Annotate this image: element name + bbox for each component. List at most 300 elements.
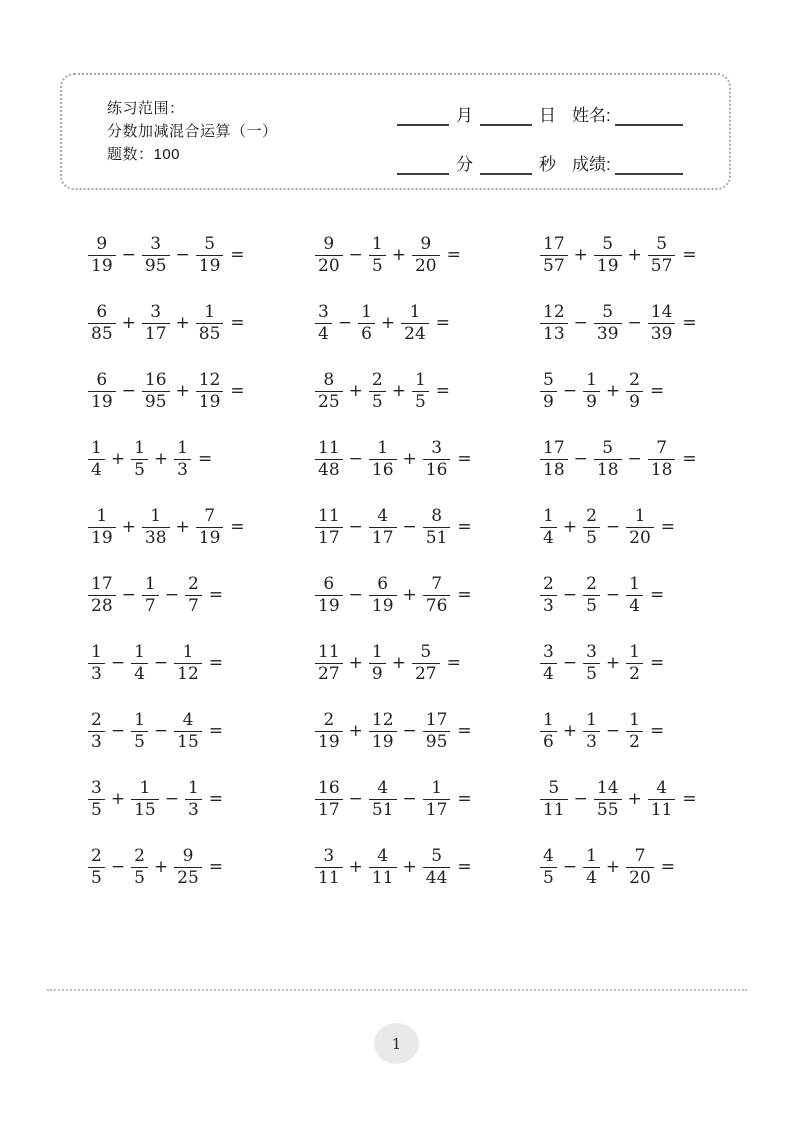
problem-cell <box>315 357 540 425</box>
numerator: 2 <box>543 574 554 595</box>
fraction <box>196 235 224 275</box>
numerator: 9 <box>96 234 108 255</box>
fraction <box>315 235 343 275</box>
numerator: 1 <box>187 778 199 799</box>
month-label: 月 <box>456 106 473 125</box>
fraction <box>423 439 451 479</box>
denominator: 5 <box>583 527 600 547</box>
numerator: 17 <box>543 234 565 255</box>
numerator: 2 <box>629 370 640 391</box>
numerator: 6 <box>96 302 108 323</box>
operator: − <box>121 585 136 605</box>
operator: − <box>402 789 417 809</box>
operator: − <box>402 517 417 537</box>
numerator: 5 <box>204 234 216 255</box>
denominator: 85 <box>88 323 116 343</box>
equals-sign: = <box>208 653 224 673</box>
numerator: 4 <box>543 846 554 867</box>
denominator: 39 <box>648 323 676 343</box>
denominator: 95 <box>142 391 170 411</box>
fraction <box>88 371 116 411</box>
problem-cell <box>88 357 315 425</box>
operator: − <box>573 789 588 809</box>
operator: + <box>175 313 190 333</box>
fraction <box>412 371 429 411</box>
fraction <box>583 575 600 615</box>
operator: + <box>573 245 588 265</box>
fraction <box>540 779 568 819</box>
numerator: 2 <box>187 574 199 595</box>
fraction <box>648 779 676 819</box>
numerator: 4 <box>377 778 389 799</box>
numerator: 1 <box>629 574 640 595</box>
denominator: 9 <box>540 391 557 411</box>
equals-sign: = <box>649 653 665 673</box>
denominator: 3 <box>540 595 557 615</box>
operator: − <box>573 449 588 469</box>
denominator: 76 <box>423 595 451 615</box>
operator: − <box>605 721 621 741</box>
fraction <box>185 575 202 615</box>
numerator: 3 <box>91 778 102 799</box>
denominator: 19 <box>315 595 343 615</box>
numerator: 16 <box>144 370 167 391</box>
fraction <box>626 847 654 887</box>
problem-cell <box>540 493 728 561</box>
numerator: 1 <box>431 778 443 799</box>
denominator: 19 <box>369 595 397 615</box>
operator: − <box>573 313 588 333</box>
denominator: 20 <box>626 527 654 547</box>
equals-sign: = <box>446 245 461 265</box>
page-number-badge <box>374 1023 419 1064</box>
denominator: 12 <box>174 663 202 683</box>
numerator: 7 <box>656 438 668 459</box>
numerator: 5 <box>543 370 554 391</box>
denominator: 5 <box>583 663 600 683</box>
denominator: 28 <box>88 595 116 615</box>
equals-sign: = <box>208 857 224 877</box>
fraction <box>423 779 451 819</box>
fraction <box>315 711 343 751</box>
operator: + <box>121 313 136 333</box>
operator: − <box>121 245 136 265</box>
denominator: 17 <box>369 527 397 547</box>
numerator: 1 <box>371 642 383 663</box>
problem-cell <box>315 833 540 901</box>
operator: − <box>110 721 126 741</box>
numerator: 5 <box>431 846 443 867</box>
denominator: 11 <box>540 799 568 819</box>
fraction <box>142 235 170 275</box>
denominator: 4 <box>626 595 643 615</box>
operator: + <box>348 721 363 741</box>
numerator: 3 <box>318 302 329 323</box>
operator: + <box>153 449 169 469</box>
numerator: 1 <box>134 710 145 731</box>
operator: − <box>402 721 417 741</box>
operator: − <box>605 517 621 537</box>
fraction <box>626 507 654 547</box>
problem-cell <box>540 561 728 629</box>
numerator: 9 <box>182 846 194 867</box>
fraction <box>315 847 343 887</box>
operator: − <box>348 245 363 265</box>
problem-cell <box>88 561 315 629</box>
numerator: 12 <box>371 710 394 731</box>
equation <box>540 303 697 343</box>
problem-cell <box>88 289 315 357</box>
problem-cell <box>315 493 540 561</box>
equation <box>88 303 245 343</box>
header-info <box>107 97 278 166</box>
problem-cell <box>88 221 315 289</box>
denominator: 3 <box>583 731 600 751</box>
operator: + <box>402 857 417 877</box>
problem-cell <box>88 425 315 493</box>
fraction <box>315 507 343 547</box>
denominator: 4 <box>315 323 332 343</box>
fraction <box>412 235 440 275</box>
equals-sign: = <box>682 245 697 265</box>
operator: − <box>348 789 363 809</box>
equation <box>540 779 697 819</box>
numerator: 5 <box>420 642 432 663</box>
fraction <box>648 303 676 343</box>
numerator: 12 <box>198 370 221 391</box>
fraction <box>131 779 159 819</box>
fraction <box>369 711 397 751</box>
denominator: 9 <box>369 663 386 683</box>
fraction <box>196 507 224 547</box>
numerator: 17 <box>543 438 565 459</box>
numerator: 5 <box>602 438 614 459</box>
equals-sign: = <box>208 721 224 741</box>
denominator: 38 <box>142 527 170 547</box>
operator: − <box>164 789 179 809</box>
equals-sign: = <box>435 381 451 401</box>
problem-cell <box>315 289 540 357</box>
score-blank <box>615 157 683 175</box>
fraction <box>583 847 600 887</box>
denominator: 5 <box>583 595 600 615</box>
numerator: 2 <box>134 846 145 867</box>
denominator: 39 <box>594 323 622 343</box>
fraction <box>626 643 643 683</box>
equation <box>88 507 245 547</box>
day-blank <box>480 108 532 126</box>
operator: − <box>110 857 126 877</box>
denominator: 25 <box>174 867 202 887</box>
fraction <box>540 847 557 887</box>
numerator: 6 <box>96 370 108 391</box>
fraction <box>583 371 600 411</box>
numerator: 1 <box>634 506 646 527</box>
equation <box>88 439 212 479</box>
denominator: 44 <box>423 867 451 887</box>
numerator: 11 <box>318 642 340 663</box>
denominator: 95 <box>423 731 451 751</box>
fraction <box>315 371 343 411</box>
operator: − <box>627 313 642 333</box>
denominator: 19 <box>88 391 116 411</box>
denominator: 3 <box>88 731 105 751</box>
header-box <box>60 73 731 190</box>
equals-sign: = <box>435 313 451 333</box>
fraction <box>369 779 397 819</box>
denominator: 6 <box>540 731 557 751</box>
second-label: 秒 <box>539 155 556 174</box>
denominator: 16 <box>369 459 397 479</box>
day-label: 日 <box>539 106 556 125</box>
fraction <box>369 371 386 411</box>
equals-sign: = <box>457 721 472 741</box>
operator: + <box>121 517 136 537</box>
numerator: 1 <box>134 438 145 459</box>
footer-divider <box>47 989 747 991</box>
problem-cell <box>315 629 540 697</box>
operator: + <box>627 245 642 265</box>
equation <box>540 575 664 615</box>
numerator: 1 <box>96 506 108 527</box>
denominator: 4 <box>583 867 600 887</box>
denominator: 5 <box>369 255 386 275</box>
denominator: 20 <box>626 867 654 887</box>
score-label: 成绩: <box>572 155 611 174</box>
denominator: 9 <box>583 391 600 411</box>
equals-sign: = <box>230 313 245 333</box>
equals-sign: = <box>660 857 676 877</box>
problem-cell <box>540 697 728 765</box>
name-blank <box>615 108 683 126</box>
operator: + <box>348 857 363 877</box>
fraction <box>583 643 600 683</box>
denominator: 55 <box>594 799 622 819</box>
operator: − <box>348 517 363 537</box>
fraction <box>369 575 397 615</box>
fraction <box>423 711 451 751</box>
fraction <box>174 711 202 751</box>
denominator: 13 <box>540 323 568 343</box>
denominator: 19 <box>88 527 116 547</box>
fraction <box>540 711 557 751</box>
equals-sign: = <box>457 789 472 809</box>
denominator: 19 <box>594 255 622 275</box>
numerator: 12 <box>543 302 565 323</box>
date-name-line <box>397 101 717 126</box>
numerator: 3 <box>586 642 597 663</box>
fraction <box>626 711 643 751</box>
fraction <box>369 507 397 547</box>
numerator: 3 <box>323 846 335 867</box>
operator: − <box>562 381 578 401</box>
equation <box>315 847 472 887</box>
fraction <box>142 303 170 343</box>
fraction <box>412 643 440 683</box>
numerator: 1 <box>144 574 156 595</box>
fraction <box>142 371 170 411</box>
equals-sign: = <box>649 585 665 605</box>
fraction <box>88 575 116 615</box>
scope-value: 分数加减混合运算（一） <box>107 123 278 140</box>
fraction <box>540 575 557 615</box>
numerator: 7 <box>431 574 443 595</box>
numerator: 1 <box>543 506 554 527</box>
equals-sign: = <box>208 585 224 605</box>
operator: − <box>337 313 353 333</box>
denominator: 20 <box>315 255 343 275</box>
equals-sign: = <box>682 789 697 809</box>
fraction <box>423 847 451 887</box>
problem-cell <box>315 221 540 289</box>
problem-cell <box>315 561 540 629</box>
operator: − <box>627 449 642 469</box>
denominator: 5 <box>412 391 429 411</box>
fraction <box>369 439 397 479</box>
denominator: 57 <box>648 255 676 275</box>
equation <box>315 507 472 547</box>
fraction <box>88 439 105 479</box>
numerator: 1 <box>629 710 640 731</box>
fraction <box>369 847 397 887</box>
numerator: 9 <box>420 234 432 255</box>
equation <box>540 371 664 411</box>
equation <box>88 575 223 615</box>
numerator: 17 <box>425 710 448 731</box>
page-number: 1 <box>391 1034 402 1053</box>
denominator: 27 <box>315 663 343 683</box>
equation <box>88 235 245 275</box>
equals-sign: = <box>457 585 472 605</box>
denominator: 27 <box>412 663 440 683</box>
numerator: 1 <box>409 302 421 323</box>
numerator: 5 <box>548 778 560 799</box>
operator: + <box>391 653 406 673</box>
denominator: 19 <box>196 255 224 275</box>
scope-label: 练习范围： <box>107 100 185 117</box>
numerator: 4 <box>377 846 389 867</box>
numerator: 5 <box>656 234 668 255</box>
operator: + <box>605 381 621 401</box>
denominator: 24 <box>401 323 429 343</box>
equals-sign: = <box>457 857 472 877</box>
operator: − <box>175 245 190 265</box>
equation <box>540 643 664 683</box>
fraction <box>626 575 643 615</box>
equals-sign: = <box>230 517 245 537</box>
operator: − <box>605 585 621 605</box>
denominator: 18 <box>648 459 676 479</box>
denominator: 5 <box>131 867 148 887</box>
numerator: 17 <box>91 574 113 595</box>
numerator: 8 <box>431 506 443 527</box>
fraction <box>174 847 202 887</box>
operator: + <box>402 449 417 469</box>
equation <box>540 507 675 547</box>
fraction <box>185 779 202 819</box>
equation <box>315 235 461 275</box>
denominator: 3 <box>88 663 105 683</box>
fraction <box>131 847 148 887</box>
denominator: 57 <box>540 255 568 275</box>
numerator: 2 <box>323 710 335 731</box>
numerator: 3 <box>150 234 162 255</box>
fraction <box>315 303 332 343</box>
numerator: 1 <box>204 302 216 323</box>
denominator: 4 <box>540 663 557 683</box>
numerator: 14 <box>650 302 673 323</box>
denominator: 4 <box>540 527 557 547</box>
header-fill-in <box>397 101 717 175</box>
denominator: 19 <box>196 391 224 411</box>
fraction <box>540 507 557 547</box>
problem-cell <box>88 765 315 833</box>
denominator: 5 <box>131 731 148 751</box>
fraction <box>401 303 429 343</box>
numerator: 6 <box>377 574 389 595</box>
fraction <box>88 507 116 547</box>
fraction <box>583 507 600 547</box>
equals-sign: = <box>197 449 213 469</box>
operator: + <box>110 449 126 469</box>
numerator: 14 <box>596 778 619 799</box>
denominator: 18 <box>594 459 622 479</box>
fraction <box>423 507 451 547</box>
numerator: 11 <box>318 438 340 459</box>
fraction <box>88 235 116 275</box>
operator: + <box>562 517 578 537</box>
fraction <box>88 711 105 751</box>
problem-cell <box>88 833 315 901</box>
equation <box>315 303 450 343</box>
denominator: 11 <box>648 799 676 819</box>
denominator: 17 <box>315 527 343 547</box>
denominator: 4 <box>88 459 105 479</box>
numerator: 1 <box>377 438 389 459</box>
denominator: 48 <box>315 459 343 479</box>
equation <box>540 439 697 479</box>
fraction <box>174 439 191 479</box>
problem-cell <box>88 697 315 765</box>
denominator: 5 <box>131 459 148 479</box>
fraction <box>423 575 451 615</box>
operator: − <box>562 857 578 877</box>
fraction <box>540 439 568 479</box>
numerator: 9 <box>323 234 335 255</box>
denominator: 18 <box>540 459 568 479</box>
equation <box>315 711 472 751</box>
denominator: 15 <box>174 731 202 751</box>
fraction <box>648 439 676 479</box>
denominator: 11 <box>369 867 397 887</box>
fraction <box>315 779 343 819</box>
equals-sign: = <box>649 381 665 401</box>
fraction <box>88 643 105 683</box>
numerator: 1 <box>629 642 640 663</box>
operator: + <box>110 789 126 809</box>
fraction <box>131 439 148 479</box>
fraction <box>142 575 159 615</box>
operator: + <box>562 721 578 741</box>
numerator: 2 <box>91 846 102 867</box>
denominator: 5 <box>369 391 386 411</box>
fraction <box>594 235 622 275</box>
numerator: 1 <box>182 642 194 663</box>
minute-blank <box>397 157 449 175</box>
numerator: 3 <box>431 438 443 459</box>
numerator: 1 <box>91 438 102 459</box>
fraction <box>315 575 343 615</box>
